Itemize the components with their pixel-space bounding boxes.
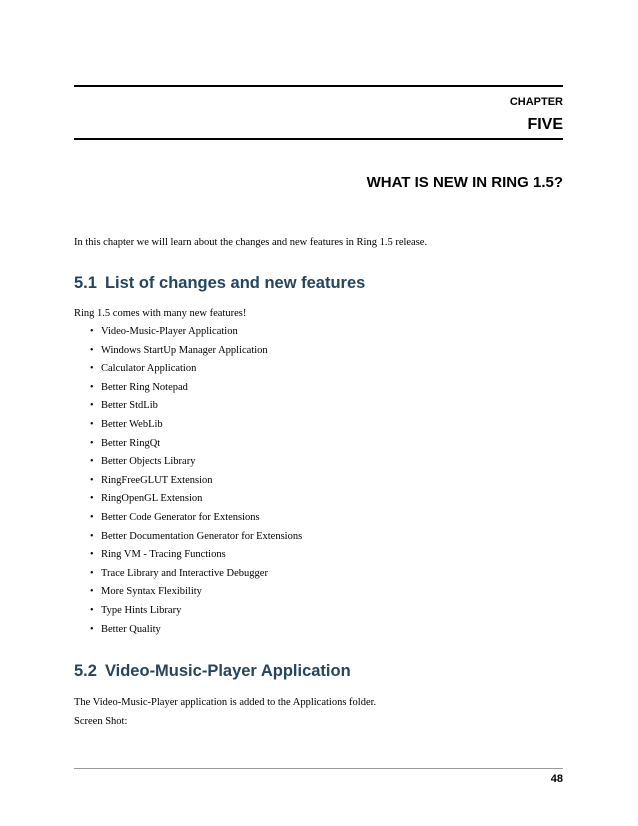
bullet-icon: •	[90, 326, 94, 337]
section-heading-5-1	[74, 272, 365, 294]
list-item-text: Trace Library and Interactive Debugger	[101, 567, 268, 579]
list-item	[90, 325, 302, 344]
list-item	[90, 418, 302, 437]
bullet-icon: •	[90, 363, 94, 375]
list-item	[90, 344, 302, 363]
list-item	[90, 567, 302, 586]
bullet-icon: •	[90, 418, 94, 430]
list-item-text: Better Documentation Generator for Extensions	[101, 530, 303, 542]
list-item	[90, 511, 302, 530]
section-title: Video-Music-Player Application	[104, 662, 351, 680]
list-item-text: Video-Music-Player Application	[101, 326, 238, 337]
list-item-text: Calculator Application	[101, 363, 197, 375]
screenshot-label: Screen Shot:	[74, 716, 128, 727]
bullet-icon: •	[90, 474, 94, 486]
chapter-bottom-rule	[74, 138, 563, 140]
list-item-text: RingOpenGL Extension	[101, 493, 203, 505]
list-item-text: RingFreeGLUT Extension	[101, 474, 213, 486]
chapter-number: FIVE	[527, 116, 563, 133]
section-number: 5.2	[74, 662, 97, 680]
bullet-icon: •	[90, 381, 94, 393]
list-item	[90, 530, 302, 549]
list-item	[90, 362, 302, 381]
list-item	[90, 623, 302, 642]
chapter-label: CHAPTER	[509, 96, 563, 108]
bullet-icon: •	[90, 437, 94, 449]
chapter-title: WHAT IS NEW IN RING 1.5?	[366, 174, 563, 191]
bullet-icon: •	[90, 493, 94, 505]
list-item	[90, 381, 302, 400]
bullet-icon: •	[90, 344, 94, 356]
bullet-icon: •	[90, 530, 94, 542]
list-item	[90, 399, 302, 418]
section-intro: Ring 1.5 comes with many new features!	[74, 308, 247, 319]
bullet-icon: •	[90, 456, 94, 468]
bullet-icon: •	[90, 511, 94, 523]
bullet-icon: •	[90, 400, 94, 412]
section-intro: The Video-Music-Player application is added to the Applications folder.	[74, 697, 377, 708]
list-item-text: Better Ring Notepad	[101, 381, 188, 393]
list-item-text: Better WebLib	[101, 418, 163, 430]
section-title: List of changes and new features	[104, 274, 366, 292]
list-item	[90, 585, 302, 604]
list-item	[90, 492, 302, 511]
list-item-text: Type Hints Library	[101, 604, 182, 616]
list-item	[90, 455, 302, 474]
chapter-top-rule	[74, 85, 563, 87]
feature-list	[90, 325, 302, 641]
chapter-intro: In this chapter we will learn about the changes and new features in Ring 1.5 release.	[74, 237, 428, 248]
list-item-text: More Syntax Flexibility	[101, 586, 202, 598]
list-item	[90, 474, 302, 493]
bullet-icon: •	[90, 586, 94, 598]
section-number: 5.1	[74, 274, 97, 292]
page-number: 48	[550, 773, 563, 785]
list-item-text: Windows StartUp Manager Application	[101, 344, 268, 356]
bullet-icon: •	[90, 623, 94, 635]
footer-rule	[74, 768, 563, 769]
list-item	[90, 437, 302, 456]
list-item-text: Better Quality	[101, 623, 161, 635]
list-item-text: Better Code Generator for Extensions	[101, 511, 260, 523]
bullet-icon: •	[90, 549, 94, 561]
list-item-text: Better StdLib	[101, 400, 158, 412]
list-item-text: Better RingQt	[101, 437, 161, 449]
list-item	[90, 604, 302, 623]
list-item	[90, 548, 302, 567]
list-item-text: Better Objects Library	[101, 456, 196, 468]
bullet-icon: •	[90, 604, 94, 616]
list-item-text: Ring VM - Tracing Functions	[101, 549, 226, 561]
section-heading-5-2	[74, 660, 351, 682]
bullet-icon: •	[90, 567, 94, 579]
